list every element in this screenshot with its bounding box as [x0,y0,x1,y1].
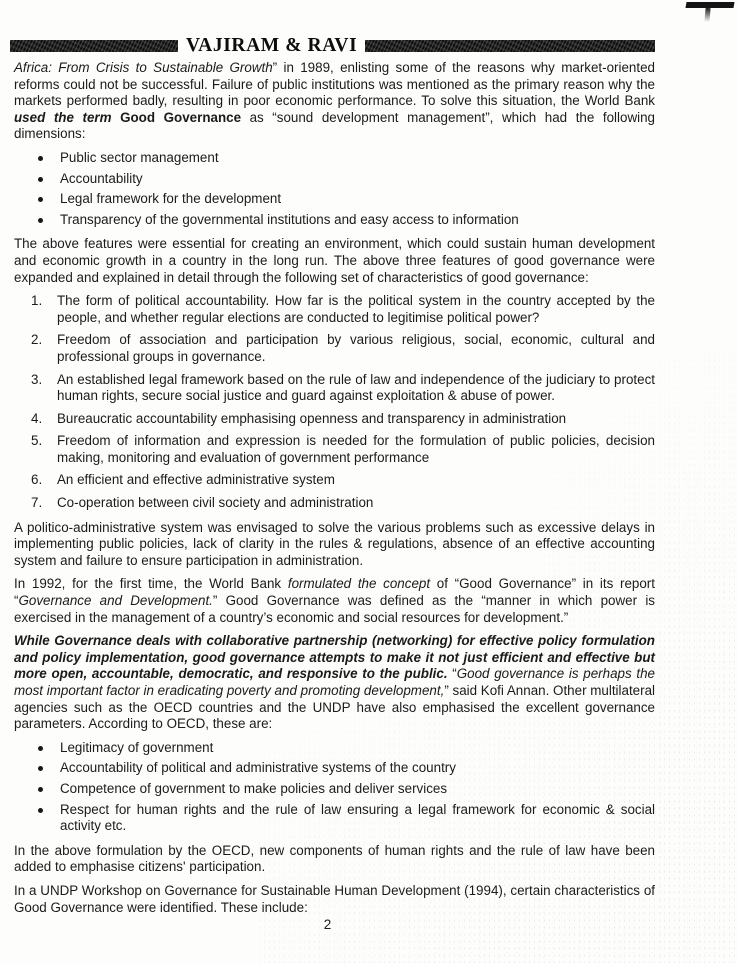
oecd-parameters-list [14,740,655,835]
list-item: Public sector management [14,150,655,167]
text-segment: formulated the concept [287,576,431,592]
paragraph-world-bank-1989 [14,60,655,143]
text-segment: as “sound development management”, which had the following dimensions: [14,109,655,142]
paragraph-oecd-formulation: In the above formulation by the OECD, new components of human rights and the rule of law have been added to emphasise citizens' participation. [14,842,655,875]
list-item: The form of political accountability. How far is the political system in the country accepted by the people, and whether regular elections are conducted to legitimise political power? [57,293,655,325]
list-item: Bureaucratic accountability emphasising openness and transparency in administration [57,410,567,426]
paragraph-undp-workshop: In a UNDP Workshop on Governance for Sustainable Human Development (1994), certain characteristics of Good Governance were identified. These include: [14,882,655,915]
text-segment: ” Good Governance was defined as the “manner in which power is exercised in the management of a country’s economic and social resources for development.” [14,593,655,625]
list-item: Transparency of the governmental institutions and easy access to information [14,212,655,229]
text-segment: of “Good Governance” in its report “ [14,576,655,609]
text-segment: ” in 1989, enlisting some of the reasons why market-oriented reforms could not be successful. Failure of public institutions was mentioned as the primary reason why the markets performed badly, resulting in poor economic performance. To solve this situation, the World Bank [14,60,655,109]
text-segment: Africa: From Crisis to Sustainable Growth [14,60,273,75]
page-title: VAJIRAM & RAVI [186,35,358,56]
list-item: Accountability of political and administrative systems of the country [14,760,655,777]
list-item: Freedom of association and participation by various religious, social, economic, cultural and professional groups in governance. [57,332,655,364]
list-item: Freedom of information and expression is needed for the formulation of public policies, decision making, monitoring and evaluation of government performance [57,433,655,465]
masthead-bar-left [10,40,178,52]
list-item: An efficient and effective administrative system [57,472,335,488]
list-item: Respect for human rights and the rule of law ensuring a legal framework for economic & social activity etc. [14,802,655,835]
text-segment: Good governance is perhaps the most important factor in eradicating poverty and promoting development, [14,666,655,698]
list-item: Competence of government to make policies and deliver services [14,781,655,798]
masthead-bar-right [365,40,655,52]
text-segment: Good Governance [111,109,242,125]
text-segment: In 1992, for the first time, the World Bank [14,576,288,592]
list-item: Legal framework for the development [14,191,655,208]
scan-artifact-mark [681,0,737,28]
paragraph-politico-administrative: A politico-administrative system was envisaged to solve the various problems such as excessive delays in implementing public policies, lack of clarity in the rules & regulations, absence of an effective accounting system and failure to ensure participation in administration. [14,519,655,568]
text-segment: “ [447,666,457,682]
paragraph-kofi-annan [14,633,655,733]
characteristics-list [14,293,655,512]
page-number: 2 [323,917,332,932]
list-item: Legitimacy of government [14,740,655,757]
masthead [10,37,655,55]
text-segment: used the term [14,109,112,125]
list-item: Co-operation between civil society and administration [57,495,374,511]
list-item: An established legal framework based on the rule of law and independence of the judiciary to protect human rights, secure social justice and guard against exploitation & abuse of power. [57,371,655,404]
text-segment: While Governance deals with collaborative partnership (networking) for effective policy formulation and policy implementation, good governance attempts to make it not just efficient and effective but more open, accountable, democratic, and responsive to the public. [14,633,655,682]
dimensions-list [14,150,655,228]
document-body [14,60,655,916]
paragraph-features: The above features were essential for creating an environment, which could sustain human development and economic growth in a country in the long run. The above three features of good governance were expanded and explained in detail through the following set of characteristics of good governance: [14,236,655,285]
text-segment: Governance and Development. [18,593,213,609]
paragraph-1992-report [14,576,655,626]
text-segment: ” said Kofi Annan. Other multilateral agencies such as the OECD countries and the UNDP have also emphasised the excellent governance parameters. According to OECD, these are: [14,683,656,732]
list-item: Accountability [14,171,655,188]
